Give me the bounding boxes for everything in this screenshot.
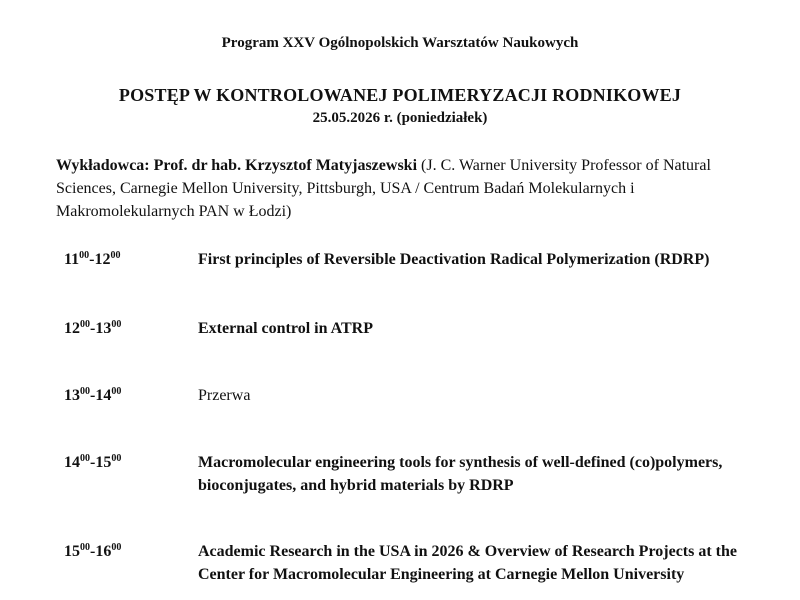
break-label: Przerwa <box>198 387 251 404</box>
session-title: Academic Research in the USA in 2026 & Overview of Research Projects at the Center for Macromolecular Engineering at Carnegie Mellon University <box>198 543 737 583</box>
session-title: External control in ATRP <box>198 320 373 337</box>
session-title: First principles of Reversible Deactivation Radical Polymerization (RDRP) <box>198 251 710 268</box>
lecturer-info <box>56 154 746 223</box>
program-title: Program XXV Ogólnopolskich Warsztatów Naukowych <box>221 35 579 51</box>
main-title: POSTĘP W KONTROLOWANEJ POLIMERYZACJI RODNIKOWEJ <box>118 85 682 105</box>
time-slot: $12^{00}-13^{00}$ <box>64 319 122 337</box>
event-date: 25.05.2026 r. (poniedziałek) <box>312 110 488 126</box>
lecturer-label: Wykładowca: <box>56 157 150 174</box>
time-slot: $11^{00}-12^{00}$ <box>64 250 121 268</box>
lecturer-name: Prof. dr hab. Krzysztof Matyjaszewski <box>153 157 418 174</box>
session-title: Macromolecular engineering tools for synthesis of well-defined (co)polymers, bioconjugates, and hybrid materials by RDRP <box>198 454 723 494</box>
lecturer-affiliation: (J. C. Warner University Professor of Natural Sciences, Carnegie Mellon University, Pittsburgh, USA / Centrum Badań Molekularnych i Makromolekularnych PAN w Łodzi) <box>56 157 711 220</box>
time-slot: $15^{00}-16^{00}$ <box>64 542 122 560</box>
time-slot: $14^{00}-15^{00}$ <box>64 453 122 471</box>
time-slot: $13^{00}-14^{00}$ <box>64 386 122 404</box>
